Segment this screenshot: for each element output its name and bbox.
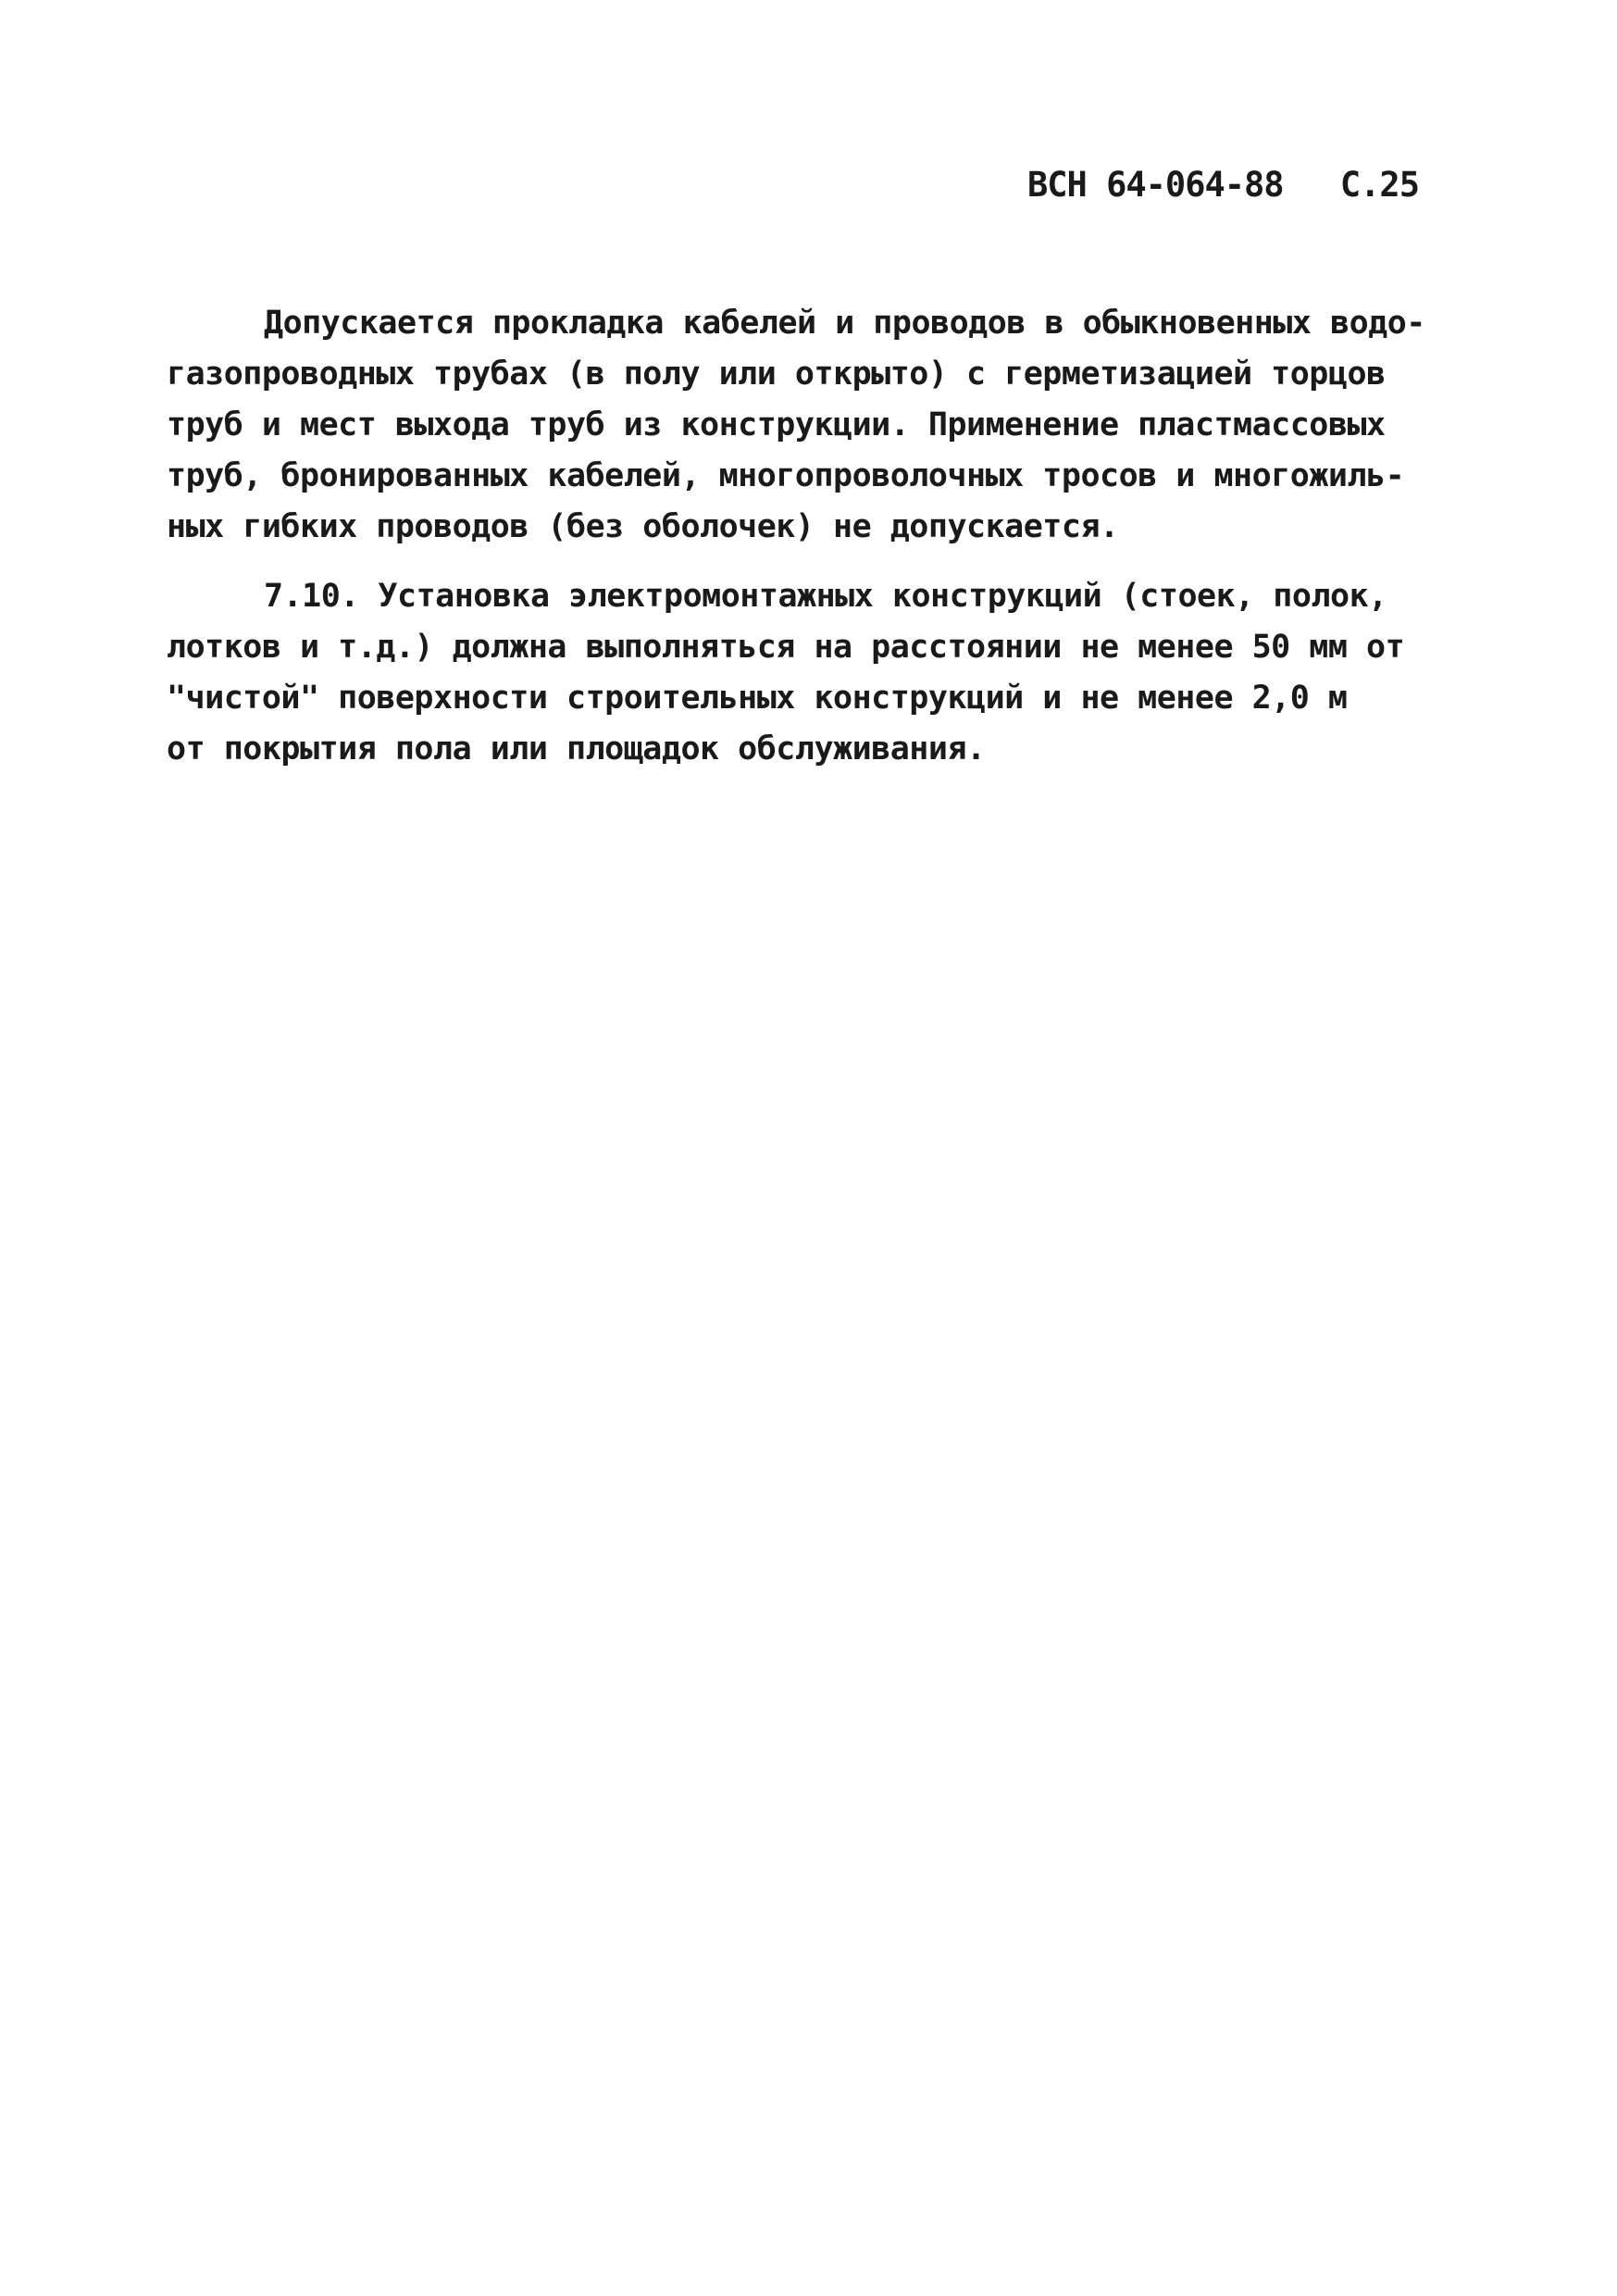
paragraph-7-10 bbox=[167, 571, 1499, 775]
text-line: Допускается прокладка кабелей и проводов в обыкновенных водо- bbox=[264, 305, 1425, 342]
paragraph-cable-laying bbox=[167, 298, 1499, 553]
document-body bbox=[167, 298, 1499, 775]
text-line: газопроводных трубах (в полу или открыто) с герметизацией торцов bbox=[167, 356, 1386, 393]
document-code: ВСН 64-064-88 bbox=[1027, 165, 1284, 205]
page-number: С.25 bbox=[1339, 165, 1419, 205]
text-line: 7.10. Установка электромонтажных конструкций (стоек, полок, bbox=[264, 578, 1387, 615]
paragraph-spacer bbox=[167, 553, 1499, 571]
page-header bbox=[1027, 165, 1419, 205]
text-line: "чистой" поверхности строительных конструкций и не менее 2,0 м bbox=[167, 680, 1348, 717]
text-line: лотков и т.д.) должна выполняться на расстоянии не менее 50 мм от bbox=[167, 629, 1405, 666]
text-line: ных гибких проводов (без оболочек) не допускается. bbox=[167, 508, 1119, 545]
text-line: от покрытия пола или площадок обслуживания. bbox=[167, 730, 986, 767]
text-line: труб, бронированных кабелей, многопроволочных тросов и многожиль- bbox=[167, 457, 1405, 494]
text-line: труб и мест выхода труб из конструкции. Применение пластмассовых bbox=[167, 406, 1386, 443]
